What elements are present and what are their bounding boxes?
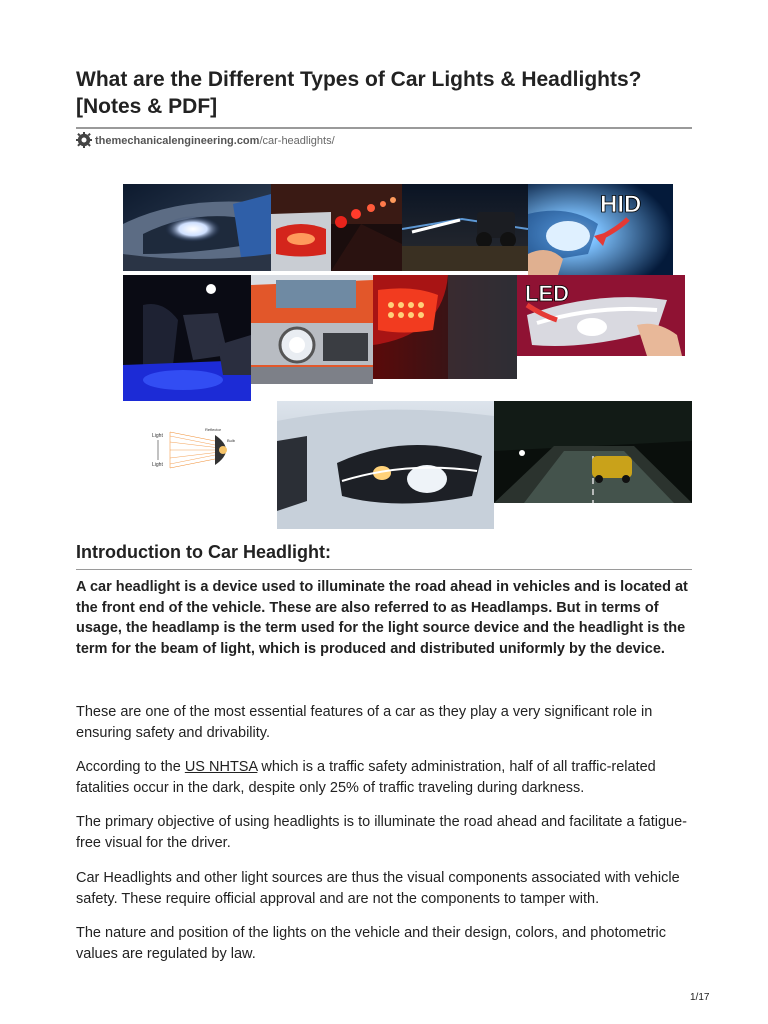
paragraph-safety-components: Car Headlights and other light sources are thus the visual components associated with vehicle safety. These require official approval and are not the components to tamper with.: [76, 870, 680, 907]
hid-label: HID: [600, 191, 642, 218]
source-path[interactable]: /car-headlights/: [259, 135, 335, 147]
collage-orange-car-headlight: [251, 275, 373, 384]
collage-led-taillight: [373, 275, 517, 379]
collage-night-road-headlights: [494, 401, 692, 503]
page-indicator: 1/17: [690, 992, 710, 1003]
svg-text:Bulb: Bulb: [227, 438, 236, 443]
collage-hid-headlight: [528, 184, 673, 275]
svg-text:Light: Light: [152, 433, 163, 439]
section-divider: [76, 569, 692, 570]
collage-offroad-light-bar: [402, 184, 528, 271]
title-divider: [76, 127, 692, 129]
collage-led-headlight: [517, 275, 685, 356]
led-label: LED: [525, 281, 569, 306]
svg-text:Reflector: Reflector: [205, 427, 222, 432]
collage-reflector-diagram: [145, 420, 245, 480]
article-title: What are the Different Types of Car Lights & Headlights? [Notes & PDF]: [76, 68, 642, 118]
collage-interior-ambient-light: [123, 275, 251, 401]
source-domain[interactable]: themechanicalengineering.com: [95, 135, 260, 147]
gear-icon: [76, 132, 92, 148]
intro-summary-paragraph: A car headlight is a device used to illuminate the road ahead in vehicles and is located at the front end of the vehicle. These are also referred to as Headlamps. But in terms of usage, the headlamp is the term used for the light source device and the headlight is the term for the beam of light, which is produced and distributed uniformly by the device.: [76, 579, 688, 657]
paragraph-essential-features: These are one of the most essential features of a car as they play a very significant role in ensuring safety and drivability.: [76, 704, 653, 741]
paragraph-nhtsa: According to the US NHTSA which is a traffic safety administration, half of all traffic-related fatalities occur in the dark, despite only 25% of traffic traveling during darkness.: [76, 759, 656, 796]
paragraph-primary-objective: The primary objective of using headlights is to illuminate the road ahead and facilitate a fatigue-free visual for the driver.: [76, 814, 687, 851]
collage-modern-car-headlight: [277, 401, 494, 529]
source-line: [76, 132, 335, 148]
section-heading-intro: Introduction to Car Headlight:: [76, 542, 331, 562]
svg-text:Light: Light: [152, 462, 163, 468]
collage-car-front-headlight: [123, 184, 271, 271]
collage-taillights-traffic: [271, 184, 402, 271]
us-nhtsa-link[interactable]: US NHTSA: [184, 759, 258, 775]
paragraph-regulation: The nature and position of the lights on the vehicle and their design, colors, and photometric values are regulated by law.: [76, 925, 667, 962]
